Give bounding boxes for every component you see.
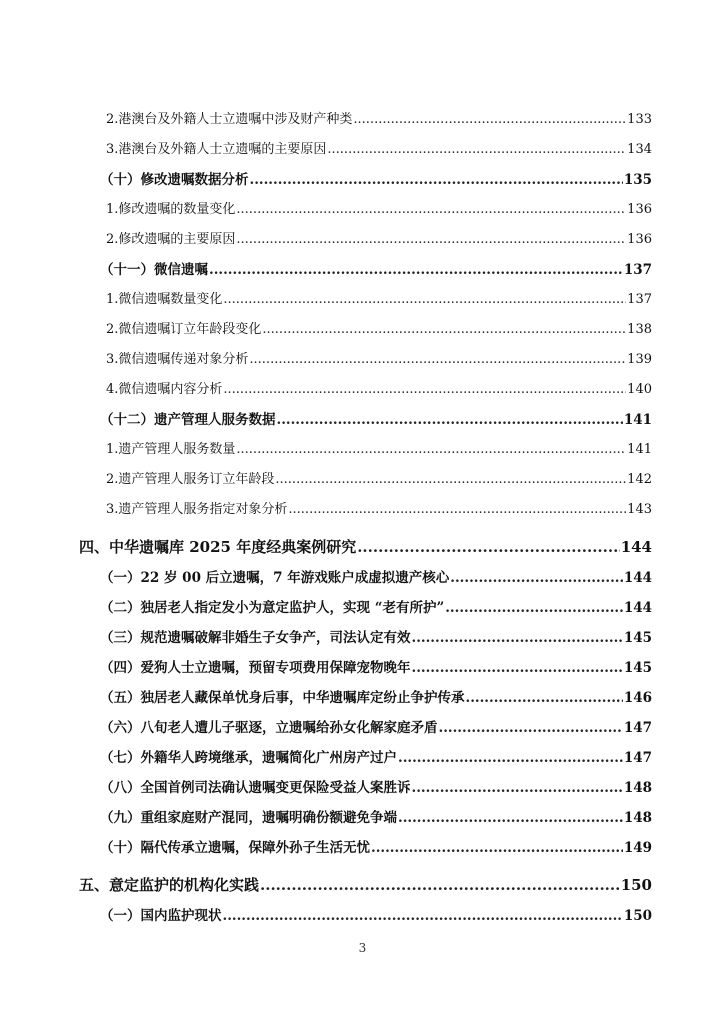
toc-entry-page: 148 bbox=[623, 780, 652, 796]
toc-entry[interactable] bbox=[106, 108, 652, 127]
toc-entry[interactable] bbox=[100, 168, 652, 188]
toc-entry[interactable] bbox=[106, 378, 652, 397]
dot-leader bbox=[249, 352, 626, 367]
toc-entry-page: 148 bbox=[623, 810, 652, 826]
toc-entry[interactable] bbox=[100, 776, 652, 796]
toc-entry-page: 144 bbox=[623, 600, 652, 616]
toc-entry[interactable] bbox=[100, 408, 652, 428]
dot-leader bbox=[412, 660, 623, 676]
toc-entry-label: 3.遗产管理人服务指定对象分析 bbox=[106, 502, 288, 517]
toc-entry-label: （十）隔代传承立遗嘱，保障外孙子生活无忧 bbox=[100, 840, 370, 856]
toc-entry[interactable] bbox=[79, 874, 652, 895]
dot-leader bbox=[236, 202, 626, 217]
page-number: 3 bbox=[358, 941, 367, 955]
toc-entry-label: 1.遗产管理人服务数量 bbox=[106, 442, 236, 457]
toc-entry-label: 4.微信遗嘱内容分析 bbox=[106, 382, 223, 397]
toc-entry[interactable] bbox=[100, 656, 652, 676]
toc-entry[interactable] bbox=[106, 348, 652, 367]
toc-entry-page: 149 bbox=[623, 840, 652, 856]
toc-entry-page: 146 bbox=[623, 690, 652, 706]
toc-entry[interactable] bbox=[100, 258, 652, 278]
toc-entry[interactable] bbox=[100, 806, 652, 826]
toc-entry[interactable] bbox=[79, 536, 652, 557]
toc-entry-page: 143 bbox=[627, 502, 652, 517]
toc-entry-page: 147 bbox=[623, 750, 652, 766]
toc-entry-page: 144 bbox=[623, 570, 652, 586]
toc-entry-page: 145 bbox=[623, 660, 652, 676]
toc-entry-label: 3.微信遗嘱传递对象分析 bbox=[106, 352, 249, 367]
toc-entry-page: 133 bbox=[627, 112, 652, 127]
toc-entry-label: （五）独居老人藏保单忧身后事，中华遗嘱库定纷止争护传承 bbox=[100, 690, 465, 706]
toc-entry[interactable] bbox=[100, 596, 652, 616]
toc-entry-label: 2.微信遗嘱订立年龄段变化 bbox=[106, 322, 262, 337]
toc-entry[interactable] bbox=[100, 626, 652, 646]
dot-leader bbox=[353, 112, 626, 127]
dot-leader bbox=[357, 538, 619, 556]
dot-leader bbox=[236, 442, 626, 457]
toc-entry-label: （三）规范遗嘱破解非婚生子女争产，司法认定有效 bbox=[100, 630, 411, 646]
dot-leader bbox=[412, 630, 623, 646]
toc-entry-page: 134 bbox=[627, 142, 652, 157]
dot-leader bbox=[412, 780, 623, 796]
toc-entry-label: （九）重组家庭财产混同，遗嘱明确份额避免争端 bbox=[100, 810, 397, 826]
toc-entry-page: 137 bbox=[627, 292, 652, 307]
toc-entry-page: 138 bbox=[627, 322, 652, 337]
dot-leader bbox=[450, 570, 623, 586]
toc-entry[interactable] bbox=[100, 716, 652, 736]
dot-leader bbox=[277, 412, 623, 428]
toc-entry-page: 136 bbox=[627, 232, 652, 247]
toc-entry[interactable] bbox=[100, 566, 652, 586]
toc-entry-page: 147 bbox=[623, 720, 652, 736]
toc-entry-label: 2.遗产管理人服务订立年龄段 bbox=[106, 472, 275, 487]
toc-entry-page: 144 bbox=[620, 538, 652, 556]
toc-entry-label: （二）独居老人指定发小为意定监护人，实现 “老有所护” bbox=[100, 600, 445, 616]
dot-leader bbox=[223, 292, 626, 307]
toc-entry-page: 142 bbox=[627, 472, 652, 487]
toc-entry[interactable] bbox=[100, 836, 652, 856]
toc-entry-page: 141 bbox=[627, 442, 652, 457]
dot-leader bbox=[262, 322, 626, 337]
toc-entry-label: 1.微信遗嘱数量变化 bbox=[106, 292, 223, 307]
toc-entry[interactable] bbox=[106, 438, 652, 457]
toc-entry-page: 150 bbox=[623, 908, 652, 924]
toc-entry[interactable] bbox=[106, 228, 652, 247]
dot-leader bbox=[398, 810, 623, 826]
toc-entry[interactable] bbox=[100, 686, 652, 706]
toc-entry-page: 135 bbox=[623, 172, 652, 188]
dot-leader bbox=[209, 262, 623, 278]
toc-entry-label: （八）全国首例司法确认遗嘱变更保险受益人案胜诉 bbox=[100, 780, 411, 796]
dot-leader bbox=[371, 840, 623, 856]
dot-leader bbox=[223, 908, 623, 924]
toc-entry-page: 150 bbox=[620, 876, 652, 894]
toc-entry[interactable] bbox=[106, 138, 652, 157]
toc-entry-page: 139 bbox=[627, 352, 652, 367]
toc-entry[interactable] bbox=[106, 288, 652, 307]
toc-entry-label: 3.港澳台及外籍人士立遗嘱的主要原因 bbox=[106, 142, 327, 157]
toc-entry[interactable] bbox=[106, 318, 652, 337]
dot-leader bbox=[288, 502, 626, 517]
toc-entry-label: （四）爱狗人士立遗嘱，预留专项费用保障宠物晚年 bbox=[100, 660, 411, 676]
dot-leader bbox=[250, 172, 623, 188]
toc-entry-label: 五、意定监护的机构化实践 bbox=[79, 876, 260, 894]
dot-leader bbox=[466, 690, 623, 706]
dot-leader bbox=[445, 600, 623, 616]
toc-entry-label: （十二）遗产管理人服务数据 bbox=[100, 412, 276, 428]
toc-entry-page: 140 bbox=[627, 382, 652, 397]
dot-leader bbox=[275, 472, 626, 487]
toc-entry-page: 141 bbox=[623, 412, 652, 428]
toc-entry-label: 1.修改遗嘱的数量变化 bbox=[106, 202, 236, 217]
toc-entry-page: 137 bbox=[623, 262, 652, 278]
dot-leader bbox=[439, 720, 623, 736]
dot-leader bbox=[223, 382, 626, 397]
toc-entry-label: 四、中华遗嘱库 2025 年度经典案例研究 bbox=[79, 538, 357, 556]
toc-entry[interactable] bbox=[106, 498, 652, 517]
toc-entry-page: 145 bbox=[623, 630, 652, 646]
toc-entry-label: （一）国内监护现状 bbox=[100, 908, 222, 924]
toc-entry-label: 2.修改遗嘱的主要原因 bbox=[106, 232, 236, 247]
toc-entry-label: （七）外籍华人跨境继承，遗嘱简化广州房产过户 bbox=[100, 750, 397, 766]
toc-entry[interactable] bbox=[106, 468, 652, 487]
toc-entry-label: （一）22 岁 00 后立遗嘱，7 年游戏账户成虚拟遗产核心 bbox=[100, 570, 450, 586]
toc-entry[interactable] bbox=[106, 198, 652, 217]
toc-entry-label: （六）八旬老人遭儿子驱逐，立遗嘱给孙女化解家庭矛盾 bbox=[100, 720, 438, 736]
toc-entry-label: （十）修改遗嘱数据分析 bbox=[100, 172, 249, 188]
toc-entry-label: （十一）微信遗嘱 bbox=[100, 262, 208, 278]
toc-entry-label: 2.港澳台及外籍人士立遗嘱中涉及财产种类 bbox=[106, 112, 353, 127]
dot-leader bbox=[398, 750, 623, 766]
dot-leader bbox=[327, 142, 626, 157]
toc-entry[interactable] bbox=[100, 746, 652, 766]
dot-leader bbox=[260, 876, 620, 894]
toc-entry[interactable] bbox=[100, 904, 652, 924]
dot-leader bbox=[236, 232, 626, 247]
toc-entry-page: 136 bbox=[627, 202, 652, 217]
